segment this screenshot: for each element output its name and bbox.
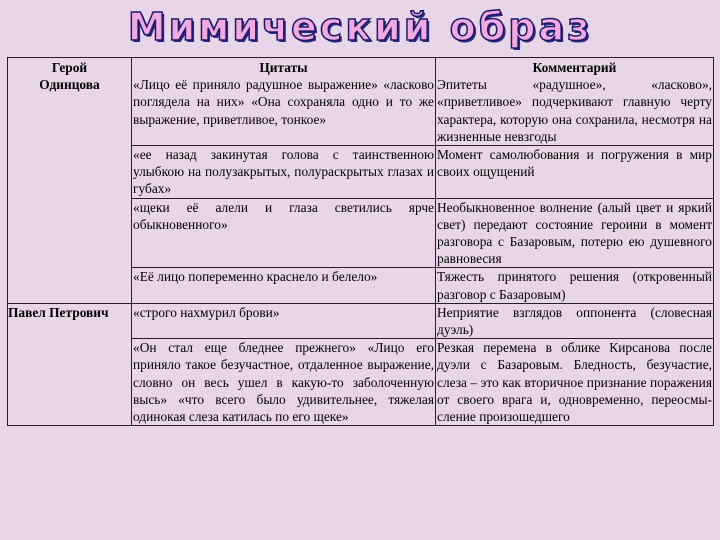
quote-cell: «ее назад закинутая голова с таинственною улыбкою на полузакрытых, полураскрытых глазах и губах» xyxy=(133,147,434,197)
hero-odintsova: Одинцова xyxy=(8,76,132,303)
comment-cell: Неприятие взглядов оппонента (словесная дуэль) xyxy=(437,304,712,338)
table-row xyxy=(8,76,714,145)
page-title: Мимический образ xyxy=(127,5,593,49)
quote-cell: «Лицо её приняло радушное выражение» «ласково поглядела на них» «Она сохраняла одно и то же выражение, приветливое, тонкое» xyxy=(132,76,436,145)
comment-cell: Необыкновенное волнение (алый цвет и яркий свет) передают состояние героини в момент разговора с Базаровым, потерю ею душевного равновесия xyxy=(437,199,712,267)
header-row xyxy=(8,58,714,77)
quote-cell: «Её лицо попеременно краснело и белело» xyxy=(132,268,436,303)
comment-cell: Тяжесть принятого решения (откровенный разговор с Базаровым) xyxy=(437,269,712,302)
header-hero: Герой xyxy=(8,58,132,77)
comment-cell: Эпитеты «радушное», «ласково», «приветливое» подчеркивают главную черту характера, которую она сохранила, несмотря на жизненные невзгоды xyxy=(437,77,712,144)
comment-cell: Момент самолюбования и погружения в мир своих ощущений xyxy=(436,146,714,199)
header-quotes: Цитаты xyxy=(132,58,436,77)
quote-cell: «строго нахмурил брови» xyxy=(132,303,436,338)
hero-pavel-petrovich: Павел Петрович xyxy=(8,303,132,425)
analysis-table xyxy=(7,57,714,426)
table-row xyxy=(8,303,714,338)
quote-cell: «Он стал еще бледнее прежнего» «Лицо его приняло такое безучастное, отдаленное выражение, словно он весь ушел в какую-то заболоченную высь» «что всего было удивительнее, тяжелая одинокая слеза катилась по его щеке» xyxy=(133,340,434,425)
header-comment: Комментарий xyxy=(436,58,714,77)
comment-cell: Резкая перемена в облике Кирсанова после дуэли с Базаровым. Бледность, безучастие, слеза – это как вторичное признание поражения от своего врага и, одновременно, переосмы-сление произошедшего xyxy=(437,340,712,425)
quote-cell: «щеки её алели и глаза светились ярче обыкновенного» xyxy=(132,198,436,268)
